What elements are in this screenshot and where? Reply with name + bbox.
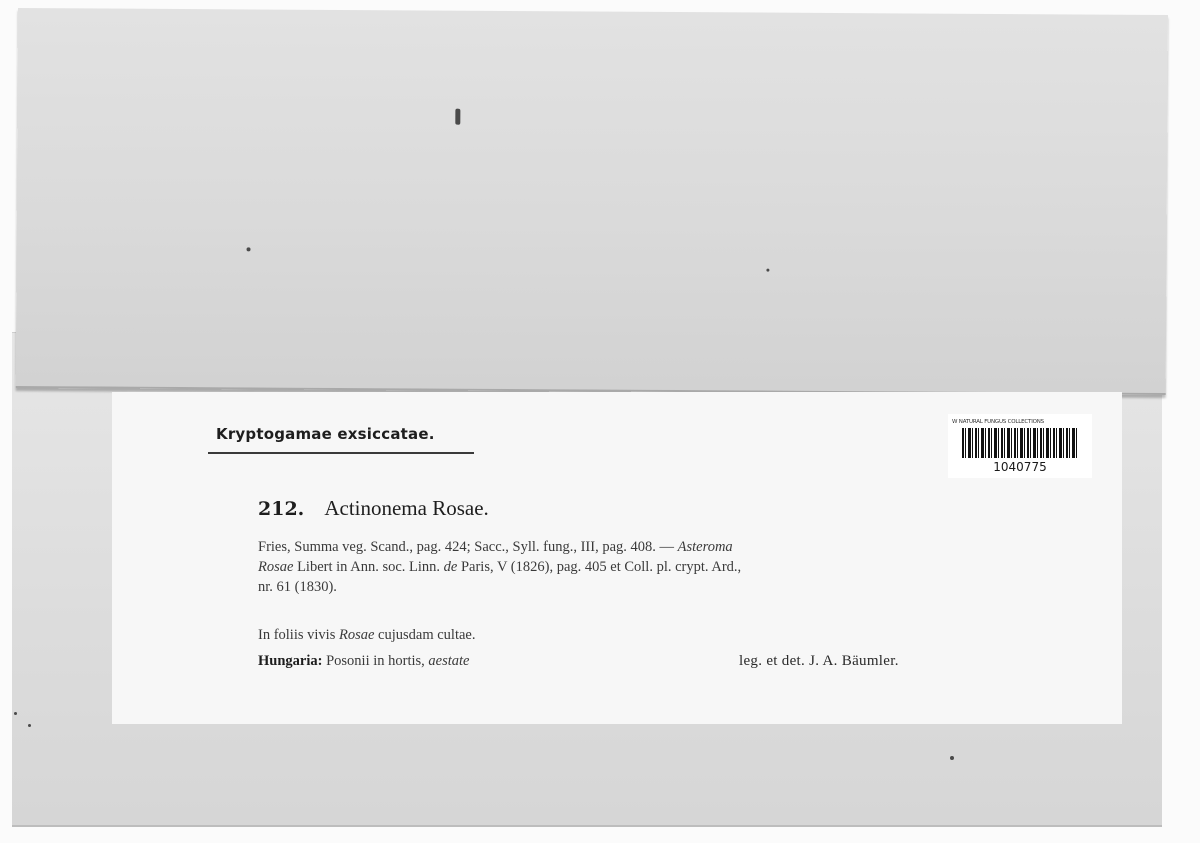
speck (950, 756, 954, 760)
speck (14, 712, 17, 715)
catalog-barcode-sticker (948, 414, 1092, 478)
reference-italic: de (443, 559, 458, 575)
locality-line (258, 653, 469, 670)
reference-italic: Asteroma (677, 539, 733, 555)
locality-region: Hungaria: (258, 653, 323, 669)
species-number: 212. (258, 498, 305, 520)
speck (247, 247, 251, 251)
speck (766, 269, 769, 272)
collector-credit: leg. et det. J. A. Bäumler. (739, 653, 899, 669)
reference-line-2 (258, 557, 1018, 577)
habitat-line (258, 627, 475, 644)
series-title-underline (208, 452, 474, 454)
speck (28, 724, 31, 727)
reference-text: Libert in Ann. soc. Linn. (293, 559, 444, 575)
locality-season: aestate (428, 653, 470, 669)
reference-line-1 (258, 537, 1018, 557)
series-title: Kryptogamae exsiccatae. (216, 425, 435, 443)
habitat-text: cujusdam cultae. (374, 627, 476, 643)
species-heading (258, 496, 489, 521)
reference-text: Paris, V (1826), pag. 405 et Coll. pl. crypt. Ard., (457, 559, 742, 575)
envelope-flap[interactable] (16, 8, 1168, 395)
reference-italic: Rosae (258, 559, 294, 575)
barcode-icon (962, 428, 1078, 458)
host-genus: Rosae (338, 627, 375, 643)
reference-line-3: nr. 61 (1830). (258, 579, 337, 595)
reference-text: Fries, Summa veg. Scand., pag. 424; Sacc., Syll. fung., III, pag. 408. — (258, 539, 678, 555)
species-name: Actinonema Rosae. (324, 496, 489, 520)
speck (455, 109, 460, 125)
locality-place: Posonii in hortis, (322, 653, 429, 669)
catalog-number: 1040775 (993, 460, 1047, 474)
specimen-label (112, 392, 1122, 724)
literature-references (258, 537, 1018, 597)
habitat-text: In foliis vivis (258, 627, 339, 643)
collection-name: W NATURAL FUNGUS COLLECTIONS (952, 419, 1044, 425)
